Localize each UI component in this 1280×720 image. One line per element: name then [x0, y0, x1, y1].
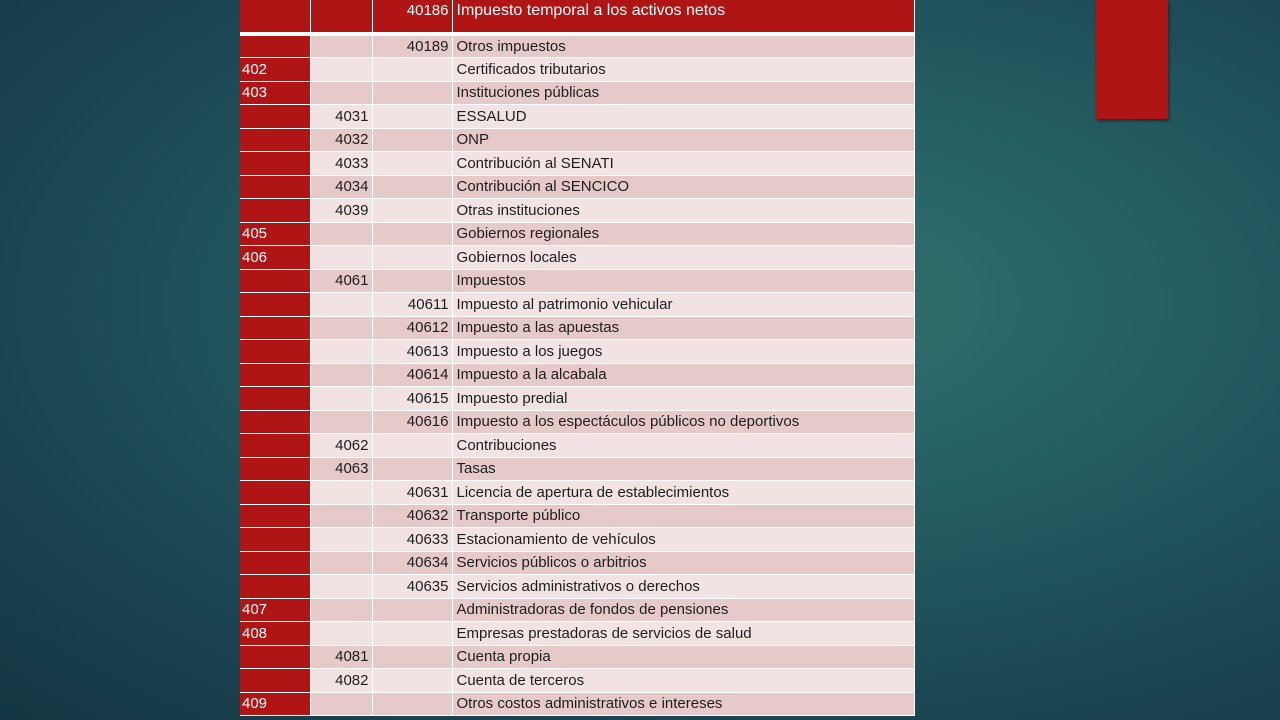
table-row	[240, 269, 914, 293]
cell-description: Impuesto a la alcabala	[452, 363, 914, 387]
cell-description: Impuesto a los espectáculos públicos no deportivos	[452, 410, 914, 434]
cell-description: Contribuciones	[452, 434, 914, 458]
cell-description: Gobiernos locales	[452, 246, 914, 270]
cell-code: 40631	[372, 481, 452, 505]
cell-code: 40633	[372, 528, 452, 552]
cell-code	[372, 246, 452, 270]
cell-description: Impuesto a las apuestas	[452, 316, 914, 340]
table-row	[240, 410, 914, 434]
cell-code: 40616	[372, 410, 452, 434]
red-accent-bar	[1096, 0, 1168, 119]
cell-level2: 4032	[310, 128, 372, 152]
table-row	[240, 363, 914, 387]
cell-description: Administradoras de fondos de pensiones	[452, 598, 914, 622]
cell-level1	[240, 457, 310, 481]
table-row	[240, 316, 914, 340]
cell-code	[372, 199, 452, 223]
cell-code	[372, 128, 452, 152]
cell-description: Otras instituciones	[452, 199, 914, 223]
cell-level1	[240, 481, 310, 505]
cell-code	[372, 175, 452, 199]
table-row	[240, 692, 914, 716]
cell-level2	[310, 410, 372, 434]
cell-level1	[240, 575, 310, 599]
cell-level2: 4063	[310, 457, 372, 481]
cell-level2	[310, 293, 372, 317]
cell-level1	[240, 269, 310, 293]
cell-level2: 4081	[310, 645, 372, 669]
table-row	[240, 387, 914, 411]
cell-level1	[240, 387, 310, 411]
cell-level2: 4061	[310, 269, 372, 293]
table-row	[240, 293, 914, 317]
cell-code: 40614	[372, 363, 452, 387]
table-row	[240, 457, 914, 481]
table-row	[240, 434, 914, 458]
table-row	[240, 199, 914, 223]
cell-level1	[240, 410, 310, 434]
table-row	[240, 175, 914, 199]
cell-level2: 4033	[310, 152, 372, 176]
cell-level1: 408	[240, 622, 310, 646]
cell-level1	[240, 340, 310, 364]
cell-description: Contribución al SENATI	[452, 152, 914, 176]
header-cell-code: 40186	[372, 0, 452, 34]
cell-description: Otros impuestos	[452, 34, 914, 58]
cell-code	[372, 598, 452, 622]
cell-level2	[310, 692, 372, 716]
table-row	[240, 622, 914, 646]
cell-description: Servicios públicos o arbitrios	[452, 551, 914, 575]
cell-code: 40615	[372, 387, 452, 411]
cell-level1	[240, 152, 310, 176]
cell-description: ONP	[452, 128, 914, 152]
accounts-table-body	[240, 0, 914, 716]
table-row	[240, 504, 914, 528]
table-row	[240, 152, 914, 176]
table-row	[240, 246, 914, 270]
cell-level1	[240, 363, 310, 387]
cell-level1: 409	[240, 692, 310, 716]
cell-level2	[310, 58, 372, 82]
cell-code	[372, 269, 452, 293]
cell-level1	[240, 175, 310, 199]
cell-level1	[240, 669, 310, 693]
cell-level2	[310, 575, 372, 599]
cell-level2	[310, 598, 372, 622]
cell-description: Otros costos administrativos e intereses	[452, 692, 914, 716]
cell-description: Estacionamiento de vehículos	[452, 528, 914, 552]
cell-description: Certificados tributarios	[452, 58, 914, 82]
cell-description: ESSALUD	[452, 105, 914, 129]
cell-code	[372, 105, 452, 129]
cell-description: Empresas prestadoras de servicios de salud	[452, 622, 914, 646]
cell-level2	[310, 528, 372, 552]
cell-description: Licencia de apertura de establecimientos	[452, 481, 914, 505]
cell-level2	[310, 340, 372, 364]
cell-level1	[240, 34, 310, 58]
cell-code	[372, 692, 452, 716]
table-row	[240, 598, 914, 622]
cell-level2	[310, 363, 372, 387]
cell-description: Impuestos	[452, 269, 914, 293]
cell-code: 40635	[372, 575, 452, 599]
cell-level1	[240, 105, 310, 129]
cell-code	[372, 152, 452, 176]
accounts-table	[240, 0, 915, 716]
cell-level2	[310, 387, 372, 411]
table-row	[240, 481, 914, 505]
cell-description: Gobiernos regionales	[452, 222, 914, 246]
cell-code: 40613	[372, 340, 452, 364]
cell-description: Contribución al SENCICO	[452, 175, 914, 199]
table-row	[240, 645, 914, 669]
table-row	[240, 34, 914, 58]
cell-level2	[310, 622, 372, 646]
cell-level1	[240, 128, 310, 152]
cell-level1: 402	[240, 58, 310, 82]
header-cell-level2	[310, 0, 372, 34]
cell-code	[372, 222, 452, 246]
cell-level1: 407	[240, 598, 310, 622]
table-row	[240, 222, 914, 246]
cell-code	[372, 434, 452, 458]
cell-code	[372, 622, 452, 646]
cell-level2	[310, 481, 372, 505]
cell-level2: 4062	[310, 434, 372, 458]
cell-level1	[240, 528, 310, 552]
cell-code: 40634	[372, 551, 452, 575]
cell-level2	[310, 246, 372, 270]
cell-level2: 4034	[310, 175, 372, 199]
cell-level1: 403	[240, 81, 310, 105]
table-row	[240, 81, 914, 105]
table-row	[240, 105, 914, 129]
cell-level1	[240, 645, 310, 669]
cell-level2	[310, 222, 372, 246]
cell-level2	[310, 34, 372, 58]
header-cell-description: Impuesto temporal a los activos netos	[452, 0, 914, 34]
cell-level1	[240, 199, 310, 223]
cell-level1: 405	[240, 222, 310, 246]
cell-description: Tasas	[452, 457, 914, 481]
cell-level2: 4082	[310, 669, 372, 693]
table-row	[240, 551, 914, 575]
cell-description: Impuesto al patrimonio vehicular	[452, 293, 914, 317]
cell-level2: 4031	[310, 105, 372, 129]
cell-description: Servicios administrativos o derechos	[452, 575, 914, 599]
cell-level2: 4039	[310, 199, 372, 223]
cell-description: Cuenta de terceros	[452, 669, 914, 693]
cell-code: 40611	[372, 293, 452, 317]
cell-level1: 406	[240, 246, 310, 270]
cell-level2	[310, 81, 372, 105]
cell-level1	[240, 316, 310, 340]
cell-level1	[240, 434, 310, 458]
table-row	[240, 575, 914, 599]
cell-level1	[240, 504, 310, 528]
cell-level1	[240, 551, 310, 575]
cell-level2	[310, 504, 372, 528]
cell-description: Transporte público	[452, 504, 914, 528]
cell-description: Impuesto predial	[452, 387, 914, 411]
table-header-row	[240, 0, 914, 34]
table-row	[240, 528, 914, 552]
cell-code	[372, 669, 452, 693]
cell-description: Impuesto a los juegos	[452, 340, 914, 364]
cell-code	[372, 58, 452, 82]
cell-level1	[240, 293, 310, 317]
cell-description: Instituciones públicas	[452, 81, 914, 105]
cell-level2	[310, 551, 372, 575]
cell-level2	[310, 316, 372, 340]
cell-code	[372, 645, 452, 669]
table-row	[240, 669, 914, 693]
cell-description: Cuenta propia	[452, 645, 914, 669]
cell-code: 40612	[372, 316, 452, 340]
table-row	[240, 128, 914, 152]
table-row	[240, 340, 914, 364]
cell-code	[372, 81, 452, 105]
table-row	[240, 58, 914, 82]
cell-code	[372, 457, 452, 481]
cell-code: 40632	[372, 504, 452, 528]
cell-code: 40189	[372, 34, 452, 58]
header-cell-level1	[240, 0, 310, 34]
